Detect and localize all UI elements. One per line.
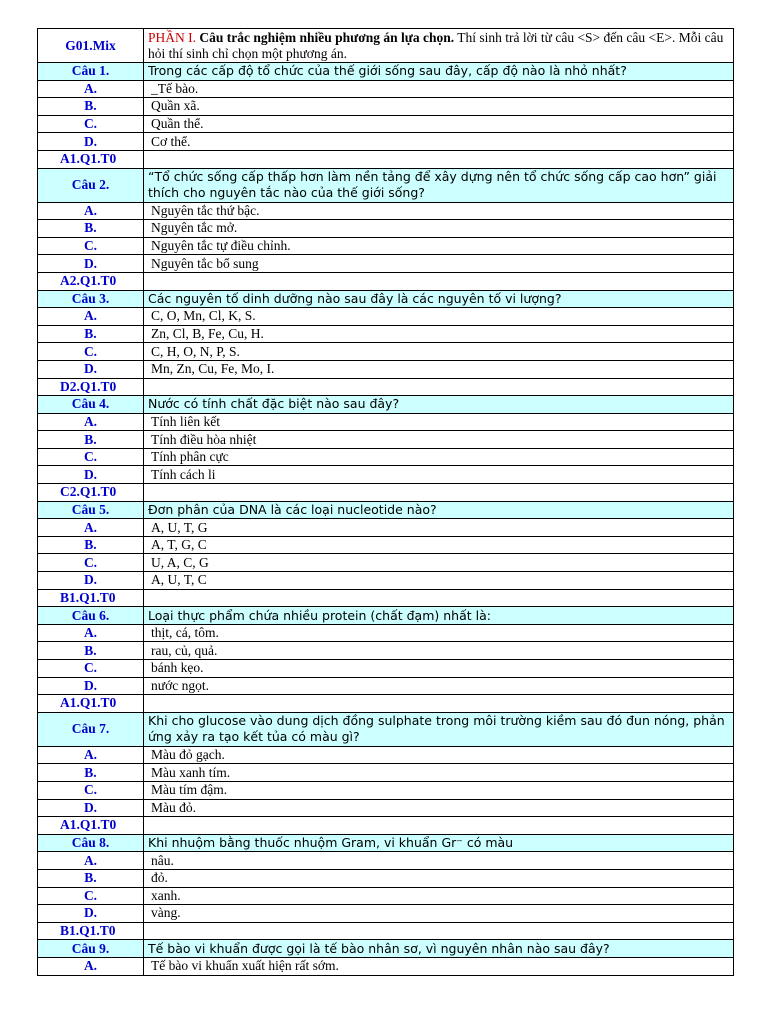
option-row (38, 869, 734, 887)
question-text: Đơn phân của DNA là các loại nucleotide nào? (144, 501, 734, 519)
question-text: Khi cho glucose vào dung dịch đồng sulphate trong môi trường kiềm sau đó đun nóng, phản ứng xảy ra tạo kết tủa có màu gì? (144, 712, 734, 746)
question-number: Câu 7. (38, 712, 144, 746)
option-letter: A. (38, 746, 144, 764)
question-text: Các nguyên tố dinh dưỡng nào sau đây là các nguyên tố vi lượng? (144, 290, 734, 308)
question-number: Câu 2. (38, 168, 144, 202)
option-row (38, 80, 734, 98)
option-row (38, 905, 734, 923)
option-cell (144, 202, 734, 220)
option-letter: C. (38, 448, 144, 466)
option-text: Màu tím đậm. (151, 782, 228, 798)
option-letter: D. (38, 360, 144, 378)
option-letter: B. (38, 869, 144, 887)
option-row (38, 220, 734, 238)
question-row (38, 63, 734, 81)
option-cell (144, 746, 734, 764)
option-cell (144, 308, 734, 326)
option-row (38, 887, 734, 905)
option-cell (144, 572, 734, 590)
question-text: Nước có tính chất đặc biệt nào sau đây? (144, 396, 734, 414)
option-text: nước ngọt. (151, 677, 209, 693)
option-text: thịt, cá, tôm. (151, 625, 219, 641)
answer-code: A2.Q1.T0 (38, 272, 144, 290)
option-row (38, 852, 734, 870)
option-text: Nguyên tắc thứ bậc. (151, 202, 260, 218)
answer-code: A1.Q1.T0 (38, 150, 144, 168)
option-row (38, 677, 734, 695)
option-row (38, 466, 734, 484)
header-row (38, 29, 734, 63)
option-cell (144, 554, 734, 572)
answer-code-row (38, 695, 734, 713)
answer-code-blank (144, 817, 734, 835)
option-text: Tính điều hòa nhiệt (151, 431, 257, 447)
option-letter: B. (38, 325, 144, 343)
option-cell (144, 519, 734, 537)
option-text: C, O, Mn, Cl, K, S. (151, 308, 256, 324)
option-cell (144, 887, 734, 905)
option-text: C, H, O, N, P, S. (151, 343, 240, 359)
question-text: “Tổ chức sống cấp thấp hơn làm nền tảng để xây dựng nên tổ chức sống cấp cao hơn” giải thích cho nguyên tắc nào của thế giới sống? (144, 168, 734, 202)
option-letter: D. (38, 905, 144, 923)
option-text: A, T, G, C (151, 537, 207, 553)
option-text: Nguyên tắc mở. (151, 220, 238, 236)
answer-code: B1.Q1.T0 (38, 922, 144, 940)
option-letter: B. (38, 536, 144, 554)
option-letter: D. (38, 799, 144, 817)
exam-table (37, 28, 734, 976)
option-letter: B. (38, 642, 144, 660)
question-number: Câu 4. (38, 396, 144, 414)
option-row (38, 115, 734, 133)
instructions-text: Thí sinh trả lời từ câu <S> đến câu <E>. Mỗi câu hỏi thí sinh chỉ chọn một phương án. (148, 29, 724, 61)
option-cell (144, 869, 734, 887)
answer-code-row (38, 272, 734, 290)
option-letter: D. (38, 677, 144, 695)
option-text: Cơ thể. (151, 133, 191, 149)
option-row (38, 360, 734, 378)
option-cell (144, 98, 734, 116)
option-row (38, 308, 734, 326)
answer-code-blank (144, 922, 734, 940)
option-cell (144, 660, 734, 678)
option-cell (144, 431, 734, 449)
option-text: U, A, C, G (151, 554, 209, 570)
option-row (38, 572, 734, 590)
option-text: bánh kẹo. (151, 660, 204, 676)
question-row (38, 712, 734, 746)
option-text: vàng. (151, 905, 181, 921)
option-row (38, 642, 734, 660)
answer-code: D2.Q1.T0 (38, 378, 144, 396)
answer-code-blank (144, 695, 734, 713)
option-cell (144, 255, 734, 273)
question-text: Tế bào vi khuẩn được gọi là tế bào nhân sơ, vì nguyên nhân nào sau đây? (144, 940, 734, 958)
option-row (38, 536, 734, 554)
option-letter: C. (38, 237, 144, 255)
option-letter: B. (38, 220, 144, 238)
option-letter: D. (38, 255, 144, 273)
question-number: Câu 1. (38, 63, 144, 81)
option-row (38, 325, 734, 343)
option-letter: A. (38, 957, 144, 975)
answer-code-row (38, 922, 734, 940)
question-row (38, 396, 734, 414)
option-cell (144, 115, 734, 133)
option-row (38, 624, 734, 642)
question-text: Khi nhuộm bằng thuốc nhuộm Gram, vi khuẩn Gr⁻ có màu (144, 834, 734, 852)
option-letter: C. (38, 781, 144, 799)
question-text: Trong các cấp độ tổ chức của thế giới sống sau đây, cấp độ nào là nhỏ nhất? (144, 63, 734, 81)
option-letter: A. (38, 413, 144, 431)
option-cell (144, 852, 734, 870)
option-text: Zn, Cl, B, Fe, Cu, H. (151, 326, 264, 342)
option-row (38, 519, 734, 537)
option-row (38, 781, 734, 799)
option-letter: A. (38, 308, 144, 326)
option-cell (144, 905, 734, 923)
option-text: Nguyên tắc bổ sung (151, 255, 259, 271)
option-row (38, 554, 734, 572)
answer-code-row (38, 589, 734, 607)
option-letter: D. (38, 133, 144, 151)
question-text: Loại thực phẩm chứa nhiều protein (chất đạm) nhất là: (144, 607, 734, 625)
answer-code: A1.Q1.T0 (38, 695, 144, 713)
option-letter: D. (38, 466, 144, 484)
option-row (38, 255, 734, 273)
option-row (38, 799, 734, 817)
option-letter: A. (38, 624, 144, 642)
option-letter: A. (38, 852, 144, 870)
answer-code: C2.Q1.T0 (38, 484, 144, 502)
option-cell (144, 360, 734, 378)
option-row (38, 237, 734, 255)
option-row (38, 431, 734, 449)
option-cell (144, 220, 734, 238)
question-number: Câu 6. (38, 607, 144, 625)
option-letter: B. (38, 98, 144, 116)
option-text: Quần thể. (151, 116, 204, 132)
option-text: xanh. (151, 887, 181, 903)
question-row (38, 940, 734, 958)
question-number: Câu 3. (38, 290, 144, 308)
option-row (38, 202, 734, 220)
option-letter: B. (38, 764, 144, 782)
option-text: A, U, T, G (151, 519, 208, 535)
option-row (38, 448, 734, 466)
option-cell (144, 536, 734, 554)
option-text: Màu xanh tím. (151, 764, 231, 780)
option-row (38, 413, 734, 431)
option-letter: C. (38, 660, 144, 678)
part-label: PHẦN I. (148, 29, 197, 45)
option-text: Tính liên kết (151, 413, 220, 429)
answer-code-blank (144, 150, 734, 168)
option-text: Màu đỏ gạch. (151, 747, 225, 763)
option-cell (144, 80, 734, 98)
option-letter: D. (38, 572, 144, 590)
option-text: Tính phân cực (151, 449, 229, 465)
answer-code-blank (144, 484, 734, 502)
option-row (38, 660, 734, 678)
option-letter: B. (38, 431, 144, 449)
option-letter: A. (38, 80, 144, 98)
answer-code-row (38, 817, 734, 835)
option-row (38, 343, 734, 361)
option-cell (144, 624, 734, 642)
answer-code-row (38, 484, 734, 502)
option-cell (144, 133, 734, 151)
answer-code-blank (144, 378, 734, 396)
option-cell (144, 237, 734, 255)
question-number: Câu 8. (38, 834, 144, 852)
option-cell (144, 764, 734, 782)
option-cell (144, 466, 734, 484)
option-cell (144, 325, 734, 343)
question-number: Câu 5. (38, 501, 144, 519)
option-letter: C. (38, 554, 144, 572)
option-cell (144, 677, 734, 695)
option-row (38, 133, 734, 151)
question-row (38, 168, 734, 202)
question-number: Câu 9. (38, 940, 144, 958)
question-row (38, 607, 734, 625)
option-text: Quần xã. (151, 98, 200, 114)
option-cell (144, 642, 734, 660)
option-cell (144, 957, 734, 975)
option-letter: A. (38, 519, 144, 537)
option-text: Tính cách li (151, 466, 216, 482)
answer-code: B1.Q1.T0 (38, 589, 144, 607)
option-letter: A. (38, 202, 144, 220)
option-letter: C. (38, 887, 144, 905)
exam-table-body (38, 29, 734, 976)
option-cell (144, 448, 734, 466)
option-text: nâu. (151, 852, 174, 868)
option-cell (144, 343, 734, 361)
option-row (38, 746, 734, 764)
option-text: Tế bào vi khuẩn xuất hiện rất sớm. (151, 958, 339, 974)
option-row (38, 957, 734, 975)
question-row (38, 501, 734, 519)
option-cell (144, 413, 734, 431)
answer-code-row (38, 378, 734, 396)
option-text: đỏ. (151, 870, 168, 886)
answer-code-blank (144, 589, 734, 607)
answer-code: A1.Q1.T0 (38, 817, 144, 835)
question-row (38, 290, 734, 308)
option-row (38, 764, 734, 782)
option-cell (144, 799, 734, 817)
option-text: rau, củ, quả. (151, 642, 218, 658)
exam-code: G01.Mix (38, 29, 144, 63)
option-text: _Tế bào. (151, 80, 199, 96)
option-letter: C. (38, 343, 144, 361)
question-row (38, 834, 734, 852)
answer-code-row (38, 150, 734, 168)
option-letter: C. (38, 115, 144, 133)
option-text: Mn, Zn, Cu, Fe, Mo, I. (151, 361, 275, 377)
part-instructions (144, 29, 734, 63)
option-row (38, 98, 734, 116)
option-text: A, U, T, C (151, 572, 207, 588)
option-cell (144, 781, 734, 799)
part-title: Câu trắc nghiệm nhiều phương án lựa chọn. (196, 29, 455, 45)
option-text: Nguyên tắc tự điều chỉnh. (151, 238, 291, 254)
answer-code-blank (144, 272, 734, 290)
option-text: Màu đỏ. (151, 799, 196, 815)
